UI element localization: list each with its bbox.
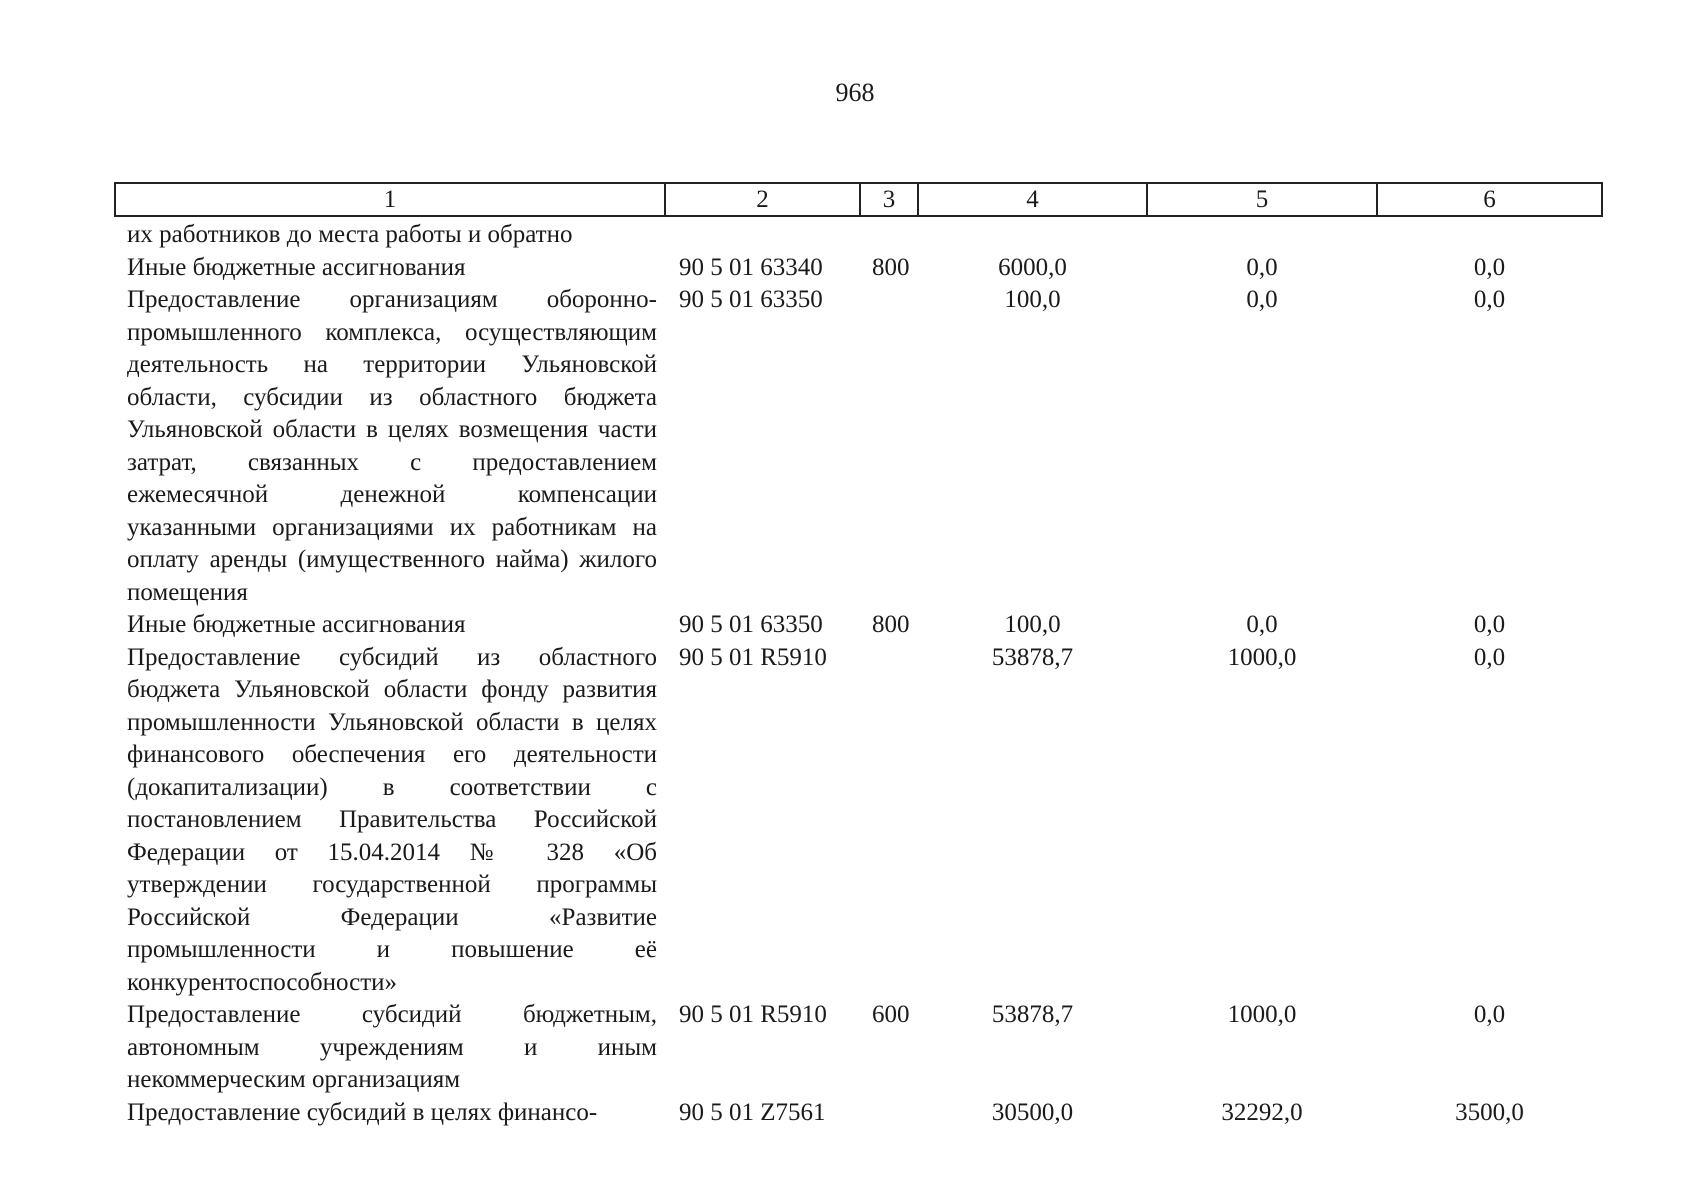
row-type: 600 [872,1001,910,1028]
row-type [860,642,918,1000]
row-value-4: 30500,0 [991,1098,1074,1126]
header-cell-2: 2 [665,183,860,216]
row-value-6: 3500,0 [1455,1098,1524,1126]
row-code: 90 5 01 63350 [679,286,823,313]
budget-table [114,182,1603,1129]
row-value-4: 100,0 [1004,286,1061,313]
row-value-5: 32292,0 [1221,1098,1303,1126]
row-value-6: 0,0 [1473,286,1506,313]
row-type: 800 [872,253,910,281]
row-code: 90 5 01 63340 [679,253,823,281]
header-row [115,183,1602,216]
table-header [115,183,1602,216]
row-code [665,216,860,252]
table-body [115,216,1602,1129]
row-type [860,216,918,252]
table-row [115,216,1602,252]
header-cell-3: 3 [860,183,918,216]
row-value-5: 0,0 [1246,611,1278,638]
table-row [115,284,1602,609]
row-value-5: 1000,0 [1227,1001,1297,1028]
row-value-4: 6000,0 [998,253,1067,281]
row-value-4: 100,0 [1004,611,1061,638]
row-type [860,1097,918,1130]
row-name: Иные бюджетные ассигнования [127,611,466,638]
row-value-6: 0,0 [1473,643,1506,671]
row-value-6 [1377,216,1602,252]
row-value-5 [1147,216,1377,252]
row-name: Предоставление субсидий в целях финансо- [127,1098,598,1126]
row-value-5: 0,0 [1246,286,1278,313]
row-type: 800 [872,611,910,638]
row-name: Предоставление субсидий из областного бюджета Ульяновской области фонду развития промышленности Ульяновской области в целях финансового обеспечения его деятельности (докапитализации) в соответствии с постановлением Правительства Российской Федерации от 15.04.2014 № 328 «Об утверждении государственной программы Российской Федерации «Развитие промышленности и повышение её конкурентоспособности» [127,643,657,996]
header-cell-4: 4 [918,183,1147,216]
table-row [115,609,1602,642]
row-value-4: 53878,7 [991,1001,1074,1028]
table-row [115,642,1602,1000]
header-cell-6: 6 [1377,183,1602,216]
row-value-4 [918,216,1147,252]
page-number: 968 [835,78,875,107]
row-code: 90 5 01 R5910 [679,1001,827,1028]
row-name: Предоставление субсидий бюджетным, автономным учреждениям и иным некоммерческим организациям [127,1001,657,1093]
header-cell-1: 1 [115,183,665,216]
row-code: 90 5 01 R5910 [679,643,827,671]
table-row [115,252,1602,285]
row-value-6: 0,0 [1473,253,1506,281]
row-name: их работников до места работы и обратно [127,221,573,248]
table-row [115,1097,1602,1130]
row-code: 90 5 01 63350 [679,611,823,638]
row-value-6: 0,0 [1473,1001,1506,1028]
row-code: 90 5 01 Z7561 [679,1098,826,1126]
table-row [115,999,1602,1097]
row-value-4: 53878,7 [991,643,1074,671]
row-name: Предоставление организациям оборонно-промышленного комплекса, осуществляющим деятельность на территории Ульяновской области, субсидии из областного бюджета Ульяновской области в целях возмещения части затрат, связанных с предоставлением ежемесячной денежной компенсации указанными организациями их работникам на оплату аренды (имущественного найма) жилого помещения [127,286,657,606]
header-cell-5: 5 [1147,183,1377,216]
row-name: Иные бюджетные ассигнования [127,253,466,281]
row-value-5: 0,0 [1246,253,1278,281]
row-value-5: 1000,0 [1227,643,1297,671]
row-type [860,284,918,609]
row-value-6: 0,0 [1473,611,1506,638]
